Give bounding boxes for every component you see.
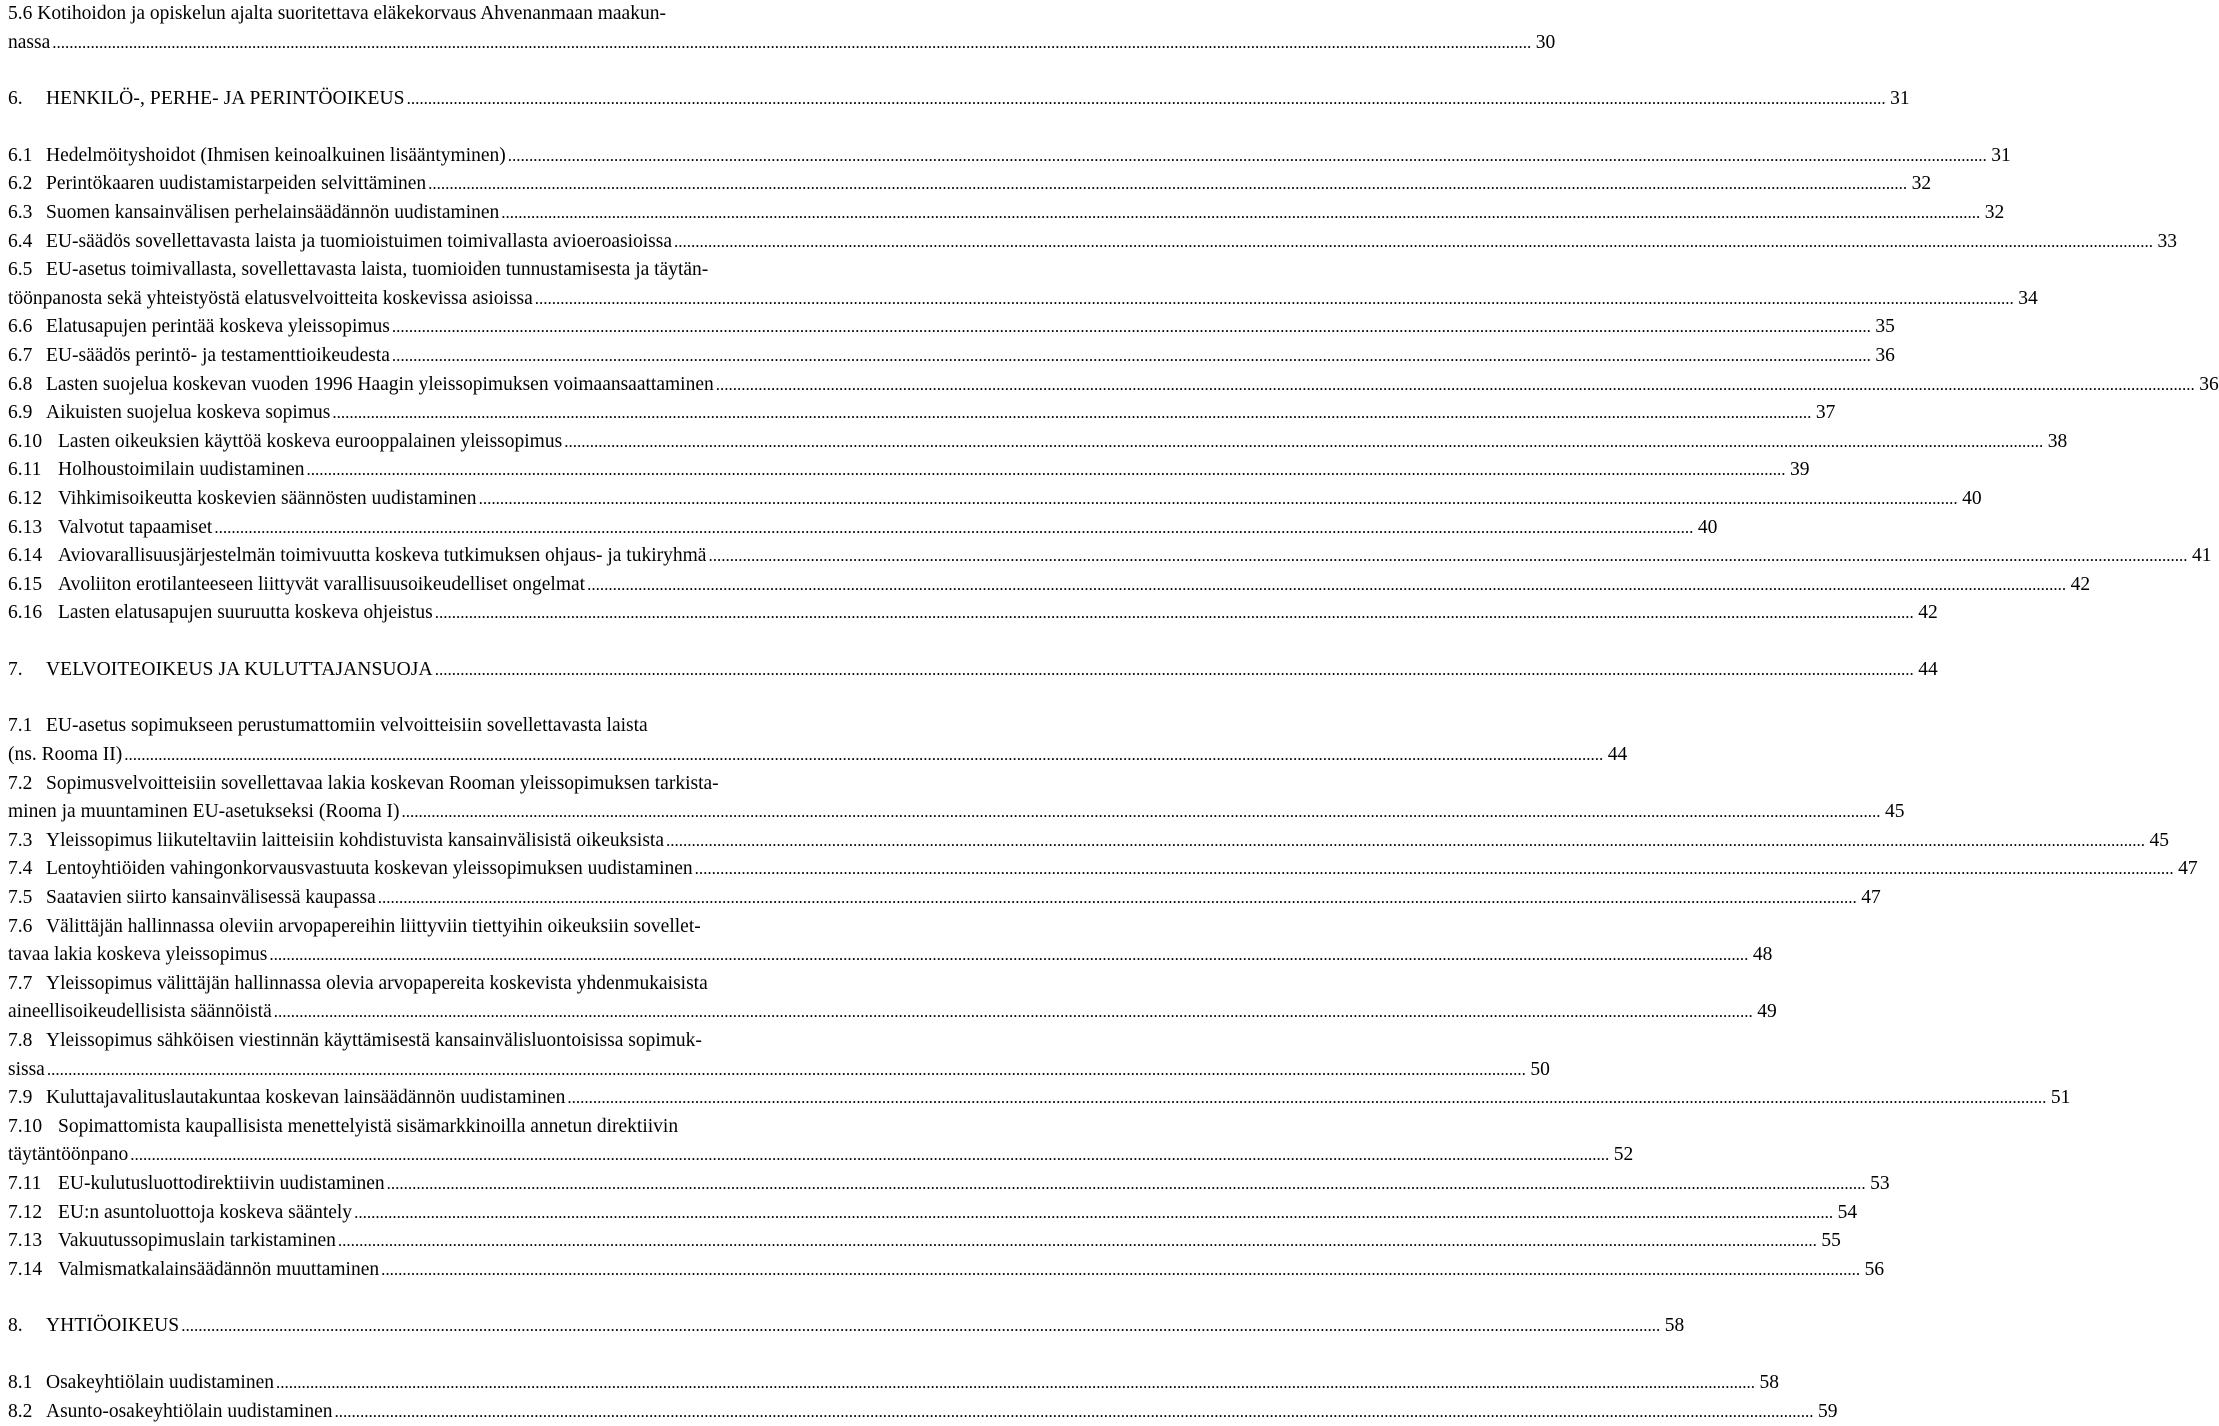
dot-leader (306, 456, 1785, 485)
dot-leader (338, 1227, 1817, 1256)
toc-entry-title: täytäntöönpano (8, 1144, 129, 1166)
dot-leader (674, 228, 2153, 257)
toc-page-number: 58 (1664, 1315, 1685, 1337)
toc-entry[interactable] (8, 884, 1881, 913)
toc-page-number: 48 (1752, 944, 1773, 966)
toc-entry-title: Suomen kansainvälisen perhelainsäädännön uudistaminen (46, 201, 500, 223)
toc-entry[interactable] (8, 970, 1777, 1027)
dot-leader (387, 1170, 1866, 1199)
dot-leader (269, 941, 1748, 970)
toc-entry-title: Hedelmöityshoidot (Ihmisen keinoalkuinen lisääntyminen) (46, 144, 506, 166)
section-gap (8, 628, 962, 656)
toc-entry-number: 6.9 (8, 402, 33, 424)
toc-page-number: 54 (1837, 1201, 1858, 1223)
dot-leader (508, 142, 1987, 171)
toc-page-number: 40 (1697, 516, 1718, 538)
toc-entry[interactable] (8, 1369, 1780, 1398)
toc-page-number: 36 (1875, 344, 1895, 366)
dot-leader (567, 1084, 2046, 1113)
toc-entry-number: 6.4 (8, 230, 33, 252)
toc-page-number: 42 (2070, 573, 2091, 595)
toc-page-number: 52 (1613, 1144, 1634, 1166)
dot-leader (274, 998, 1753, 1027)
toc-entry[interactable] (8, 656, 1938, 685)
toc-page-number: 44 (1607, 744, 1628, 766)
toc-page-number: 49 (1757, 1001, 1777, 1023)
dot-leader (535, 285, 2014, 314)
toc-entry[interactable] (8, 170, 1932, 199)
toc-page-number: 45 (2149, 829, 2169, 851)
toc-entry[interactable] (8, 514, 1718, 543)
toc-page-number: 55 (1821, 1230, 1841, 1252)
dot-leader (435, 599, 1914, 628)
toc-entry-number: 7.11 (8, 1172, 42, 1194)
toc-entry-number: 6.6 (8, 316, 33, 338)
dot-leader (479, 485, 1958, 514)
toc-entry-title: Avoliiton erotilanteeseen liittyvät varallisuusoikeudelliset ongelmat (58, 573, 586, 595)
toc-page-number: 42 (1918, 602, 1938, 624)
toc-entry-title: EU-säädös sovellettavasta laista ja tuomioistuimen toimivallasta avioeroasioissa (46, 230, 673, 252)
toc-entry-title: Saatavien siirto kansainvälisessä kaupassa (46, 887, 376, 909)
dot-leader (392, 342, 1871, 371)
toc-entry-number: 8.2 (8, 1400, 33, 1422)
toc-entry-title: Valmismatkalainsäädännön muuttaminen (58, 1258, 380, 1280)
toc-page-number: 53 (1870, 1172, 1890, 1194)
toc-entry-number: 7.5 (8, 887, 33, 909)
toc-entry-number: 6.13 (8, 516, 43, 538)
toc-page-number: 39 (1789, 459, 1810, 481)
toc-entry[interactable] (8, 599, 1938, 628)
toc-entry-title: Aviovarallisuusjärjestelmän toimivuutta koskeva tutkimuksen ohjaus- ja tukiryhmä (58, 545, 707, 567)
toc-page-number: 50 (1530, 1058, 1550, 1080)
toc-entry-number: 6.15 (8, 573, 43, 595)
toc-entry-title-line: Välittäjän hallinnassa oleviin arvopapereihin liittyviin tiettyihin oikeuksiin sovellet- (46, 915, 701, 937)
dot-leader (381, 1256, 1860, 1285)
toc-page-number: 35 (1875, 316, 1895, 338)
dot-leader (666, 827, 2145, 856)
section-gap (8, 1341, 962, 1369)
toc-page-number: 47 (1861, 887, 1881, 909)
toc-entry-title: sissa (8, 1058, 45, 1080)
toc-entry-title: Vakuutussopimuslain tarkistaminen (58, 1230, 336, 1252)
toc-entry-number: 8.1 (8, 1371, 33, 1393)
toc-entry-number: 7.12 (8, 1201, 43, 1223)
toc-entry-number: 6.16 (8, 602, 43, 624)
table-of-contents (8, 0, 2219, 1426)
dot-leader (52, 29, 1531, 58)
toc-entry-title: Lasten elatusapujen suuruutta koskeva ohjeistus (58, 602, 433, 624)
toc-entry-number: 8. (8, 1315, 23, 1337)
dot-leader (708, 542, 2187, 571)
toc-page-number: 30 (1535, 31, 1556, 53)
toc-entry-title-line: Sopimattomista kaupallisista menettelyistä sisämarkkinoilla annetun direktiivin (58, 1115, 679, 1137)
toc-page-number: 59 (1818, 1400, 1838, 1422)
toc-entry-title: EU-säädös perintö- ja testamenttioikeudesta (46, 344, 390, 366)
toc-entry-number: 6.1 (8, 144, 33, 166)
toc-page-number: 32 (1911, 173, 1932, 195)
toc-entry[interactable] (8, 1256, 1885, 1285)
dot-leader (378, 884, 1857, 913)
toc-entry[interactable] (8, 142, 2011, 171)
toc-entry[interactable] (8, 485, 1982, 514)
toc-entry-title: Perintökaaren uudistamistarpeiden selvittäminen (46, 173, 427, 195)
dot-leader (130, 1141, 1609, 1170)
section-gap (8, 684, 962, 712)
toc-page-number: 51 (2050, 1087, 2071, 1109)
toc-entry-title: Lasten suojelua koskevan vuoden 1996 Haagin yleissopimuksen voimaansaattaminen (46, 373, 714, 395)
toc-entry-number: 7. (8, 658, 23, 680)
section-gap (8, 1284, 962, 1312)
toc-entry-title: tavaa lakia koskeva yleissopimus (8, 944, 268, 966)
dot-leader (716, 371, 2195, 400)
toc-entry[interactable] (8, 0, 1556, 57)
toc-entry[interactable] (8, 1199, 1858, 1228)
toc-entry-number: 6.11 (8, 459, 42, 481)
toc-entry-title: töönpanosta sekä yhteistyöstä elatusvelvoitteita koskevissa asioissa (8, 287, 533, 309)
toc-entry-title: VELVOITEOIKEUS JA KULUTTAJANSUOJA (46, 658, 433, 680)
toc-entry[interactable] (8, 399, 1836, 428)
dot-leader (181, 1312, 1660, 1341)
toc-entry-title: EU:n asuntoluottoja koskeva sääntely (58, 1201, 353, 1223)
toc-entry[interactable] (8, 542, 2212, 571)
toc-entry-title-line: EU-asetus sopimukseen perustumattomiin velvoitteisiin sovellettavasta laista (46, 715, 648, 737)
toc-entry-number: 7.2 (8, 772, 33, 794)
toc-entry[interactable] (8, 199, 2005, 228)
toc-page-number: 56 (1864, 1258, 1885, 1280)
toc-page-number: 34 (2018, 287, 2038, 309)
toc-entry-title: Holhoustoimilain uudistaminen (58, 459, 305, 481)
dot-leader (276, 1369, 1755, 1398)
toc-page-number: 47 (2178, 858, 2198, 880)
toc-entry-number: 7.9 (8, 1087, 33, 1109)
section-gap (8, 114, 962, 142)
toc-entry-title: aineellisoikeudellisista säännöistä (8, 1001, 272, 1023)
toc-page-number: 37 (1815, 402, 1836, 424)
toc-entry[interactable] (8, 313, 1895, 342)
toc-entry-number: 7.6 (8, 915, 33, 937)
toc-entry-number: 7.10 (8, 1115, 43, 1137)
toc-entry[interactable] (8, 1227, 1841, 1256)
toc-entry[interactable] (8, 712, 1628, 769)
toc-entry-title-line: Yleissopimus välittäjän hallinnassa olevia arvopapereita koskevista yhdenmukaisista (46, 972, 708, 994)
toc-page-number: 58 (1759, 1371, 1780, 1393)
toc-entry-title-line: Sopimusvelvoitteisiin sovellettavaa lakia koskevan Rooman yleissopimuksen tarkista- (46, 772, 719, 794)
toc-entry-title: YHTIÖOIKEUS (46, 1315, 180, 1337)
dot-leader (435, 656, 1914, 685)
toc-entry-title: Valvotut tapaamiset (58, 516, 213, 538)
toc-entry[interactable] (8, 85, 1910, 114)
toc-entry-title: EU-kulutusluottodirektiivin uudistaminen (58, 1172, 385, 1194)
toc-entry-number: 7.7 (8, 972, 33, 994)
toc-entry-number: 6.2 (8, 173, 33, 195)
toc-entry-number: 7.13 (8, 1230, 43, 1252)
dot-leader (428, 170, 1907, 199)
dot-leader (501, 199, 1980, 228)
toc-entry-title: (ns. Rooma II) (8, 744, 123, 766)
toc-entry-title: Kuluttajavalituslautakuntaa koskevan lainsäädännön uudistaminen (46, 1087, 566, 1109)
dot-leader (124, 741, 1603, 770)
dot-leader (587, 571, 2066, 600)
toc-entry-number: 6.14 (8, 545, 43, 567)
toc-entry[interactable] (8, 1084, 2071, 1113)
toc-entry-number: 6.8 (8, 373, 33, 395)
dot-leader (47, 1056, 1526, 1085)
section-gap (8, 57, 962, 85)
toc-entry-number: 7.8 (8, 1030, 33, 1051)
toc-entry-number: 6.10 (8, 430, 43, 452)
toc-entry[interactable] (8, 1170, 1890, 1199)
toc-page-number: 32 (1984, 201, 2005, 223)
toc-entry-number: 6.3 (8, 201, 33, 223)
dot-leader (695, 855, 2174, 884)
toc-page-number: 31 (1890, 88, 1910, 110)
toc-page-number: 41 (2191, 545, 2212, 567)
toc-entry-title-line: EU-asetus toimivallasta, sovellettavasta laista, tuomioiden tunnustamisesta ja täytän- (46, 259, 709, 281)
toc-entry[interactable] (8, 913, 1773, 970)
toc-page-number: 40 (1962, 487, 1982, 509)
toc-entry[interactable] (8, 855, 2198, 884)
toc-page-number: 45 (1885, 801, 1905, 823)
toc-page-number: 36 (2199, 373, 2219, 395)
toc-entry[interactable] (8, 571, 2091, 600)
toc-entry-title: Lentoyhtiöiden vahingonkorvausvastuuta koskevan yleissopimuksen uudistaminen (46, 858, 693, 880)
toc-entry-title-line: 5.6 Kotihoidon ja opiskelun ajalta suoritettava eläkekorvaus Ahvenanmaan maakun- (8, 3, 666, 24)
toc-page-number: 31 (1991, 144, 2011, 166)
dot-leader (402, 798, 1881, 827)
toc-page-number: 33 (2157, 230, 2178, 252)
toc-entry-title: Osakeyhtiölain uudistaminen (46, 1371, 275, 1393)
toc-entry-number: 6. (8, 88, 23, 110)
toc-entry-title: Yleissopimus liikuteltaviin laitteisiin kohdistuvista kansainvälisistä oikeuksista (46, 829, 664, 851)
toc-entry[interactable] (8, 1027, 1550, 1084)
toc-entry-title: Elatusapujen perintää koskeva yleissopimus (46, 316, 390, 338)
toc-entry-title: minen ja muuntaminen EU-asetukseksi (Rooma I) (8, 801, 400, 823)
dot-leader (354, 1199, 1833, 1228)
toc-page-number: 38 (2047, 430, 2068, 452)
dot-leader (214, 514, 1693, 543)
toc-entry-title: nassa (8, 31, 51, 53)
toc-entry[interactable] (8, 456, 1810, 485)
toc-entry[interactable] (8, 827, 2169, 856)
dot-leader (332, 399, 1811, 428)
toc-entry[interactable] (8, 1312, 1685, 1341)
toc-entry-number: 7.4 (8, 858, 33, 880)
dot-leader (407, 85, 1886, 114)
dot-leader (335, 1398, 1814, 1426)
toc-entry-title: HENKILÖ-, PERHE- JA PERINTÖOIKEUS (46, 88, 405, 110)
dot-leader (392, 313, 1871, 342)
toc-entry[interactable] (8, 342, 1895, 371)
toc-entry-number: 7.3 (8, 829, 33, 851)
toc-entry[interactable] (8, 1398, 1838, 1426)
dot-leader (564, 428, 2043, 457)
toc-entry-number: 6.5 (8, 259, 33, 281)
toc-entry[interactable] (8, 371, 2219, 400)
toc-entry-number: 6.7 (8, 344, 33, 366)
toc-entry-title: Asunto-osakeyhtiölain uudistaminen (46, 1400, 333, 1422)
toc-entry-number: 7.1 (8, 715, 33, 737)
toc-entry-title: Lasten oikeuksien käyttöä koskeva eurooppalainen yleissopimus (58, 430, 563, 452)
toc-entry-title: Vihkimisoikeutta koskevien säännösten uudistaminen (58, 487, 477, 509)
toc-entry-number: 7.14 (8, 1258, 43, 1280)
toc-entry[interactable] (8, 428, 2068, 457)
toc-page-number: 44 (1918, 658, 1938, 680)
toc-entry[interactable] (8, 256, 2038, 313)
toc-entry[interactable] (8, 1113, 1634, 1170)
toc-entry[interactable] (8, 770, 1905, 827)
toc-entry[interactable] (8, 228, 2178, 257)
toc-entry-title: Aikuisten suojelua koskeva sopimus (46, 402, 331, 424)
toc-entry-number: 6.12 (8, 487, 43, 509)
toc-entry-title-line: Yleissopimus sähköisen viestinnän käyttämisestä kansainvälisluontoisissa sopimuk- (46, 1030, 702, 1051)
